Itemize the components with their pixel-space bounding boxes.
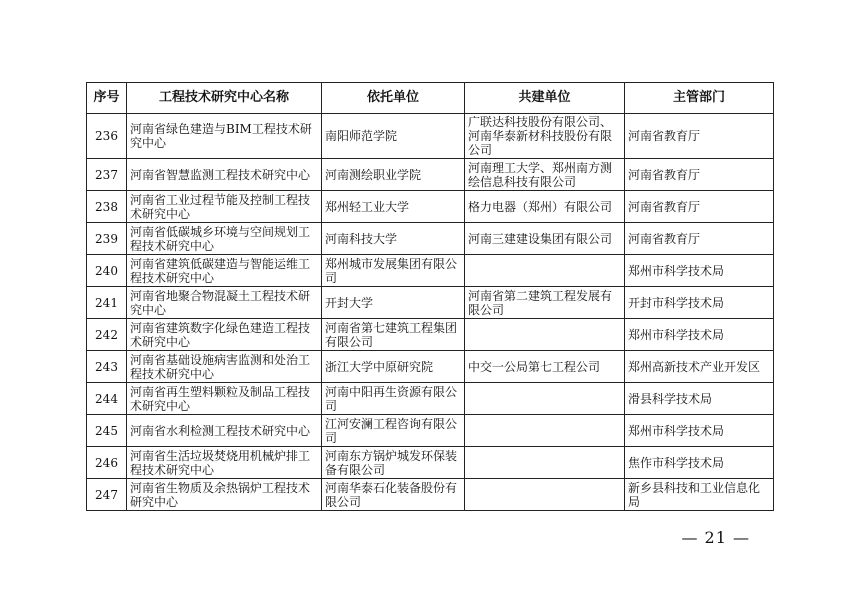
cell-center-name: 河南省智慧监测工程技术研究中心 (127, 159, 322, 191)
cell-center-name: 河南省生物质及余热锅炉工程技术研究中心 (127, 479, 322, 511)
cell-supervising-dept: 郑州高新技术产业开发区 (625, 351, 774, 383)
cell-supervising-dept: 郑州市科学技术局 (625, 415, 774, 447)
cell-supervising-dept: 郑州市科学技术局 (625, 319, 774, 351)
cell-center-name: 河南省绿色建造与BIM工程技术研究中心 (127, 114, 322, 159)
table-row (87, 159, 774, 191)
cell-serial-number: 239 (87, 223, 127, 255)
cell-host-unit: 浙江大学中原研究院 (322, 351, 465, 383)
table-header-row (87, 83, 774, 114)
table-row (87, 191, 774, 223)
cell-host-unit: 河南东方锅炉城发环保装备有限公司 (322, 447, 465, 479)
cell-partner-unit: 河南省第二建筑工程发展有限公司 (465, 287, 625, 319)
cell-serial-number: 242 (87, 319, 127, 351)
header-host-unit: 依托单位 (322, 83, 465, 114)
research-center-table (86, 82, 774, 511)
cell-serial-number: 241 (87, 287, 127, 319)
table-row (87, 351, 774, 383)
cell-host-unit: 开封大学 (322, 287, 465, 319)
cell-supervising-dept: 河南省教育厅 (625, 159, 774, 191)
header-supervising-dept: 主管部门 (625, 83, 774, 114)
table-row (87, 415, 774, 447)
table-row (87, 287, 774, 319)
header-center-name: 工程技术研究中心名称 (127, 83, 322, 114)
cell-center-name: 河南省建筑低碳建造与智能运维工程技术研究中心 (127, 255, 322, 287)
cell-partner-unit (465, 383, 625, 415)
cell-host-unit: 郑州城市发展集团有限公司 (322, 255, 465, 287)
cell-supervising-dept: 焦作市科学技术局 (625, 447, 774, 479)
cell-partner-unit: 广联达科技股份有限公司、河南华泰新材科技股份有限公司 (465, 114, 625, 159)
cell-partner-unit: 格力电器（郑州）有限公司 (465, 191, 625, 223)
header-partner-unit: 共建单位 (465, 83, 625, 114)
table-row (87, 479, 774, 511)
cell-serial-number: 238 (87, 191, 127, 223)
cell-host-unit: 河南华泰石化装备股份有限公司 (322, 479, 465, 511)
cell-partner-unit: 河南三建建设集团有限公司 (465, 223, 625, 255)
cell-supervising-dept: 河南省教育厅 (625, 191, 774, 223)
table-row (87, 319, 774, 351)
table-row (87, 255, 774, 287)
cell-supervising-dept: 滑县科学技术局 (625, 383, 774, 415)
cell-host-unit: 南阳师范学院 (322, 114, 465, 159)
cell-host-unit: 河南测绘职业学院 (322, 159, 465, 191)
header-serial-number: 序号 (87, 83, 127, 114)
cell-host-unit: 河南科技大学 (322, 223, 465, 255)
cell-serial-number: 245 (87, 415, 127, 447)
cell-center-name: 河南省地聚合物混凝土工程技术研究中心 (127, 287, 322, 319)
cell-partner-unit: 中交一公局第七工程公司 (465, 351, 625, 383)
cell-center-name: 河南省低碳城乡环境与空间规划工程技术研究中心 (127, 223, 322, 255)
cell-partner-unit (465, 447, 625, 479)
cell-supervising-dept: 新乡县科技和工业信息化局 (625, 479, 774, 511)
table-row (87, 447, 774, 479)
table-row (87, 223, 774, 255)
page-number: — 21 — (681, 528, 750, 547)
cell-serial-number: 240 (87, 255, 127, 287)
cell-center-name: 河南省建筑数字化绿色建造工程技术研究中心 (127, 319, 322, 351)
cell-serial-number: 243 (87, 351, 127, 383)
table-row (87, 114, 774, 159)
cell-partner-unit (465, 255, 625, 287)
cell-partner-unit: 河南理工大学、郑州南方测绘信息科技有限公司 (465, 159, 625, 191)
cell-host-unit: 河南省第七建筑工程集团有限公司 (322, 319, 465, 351)
cell-serial-number: 246 (87, 447, 127, 479)
cell-partner-unit (465, 415, 625, 447)
cell-serial-number: 247 (87, 479, 127, 511)
cell-host-unit: 郑州轻工业大学 (322, 191, 465, 223)
cell-serial-number: 244 (87, 383, 127, 415)
cell-center-name: 河南省再生塑料颗粒及制品工程技术研究中心 (127, 383, 322, 415)
cell-host-unit: 河南中阳再生资源有限公司 (322, 383, 465, 415)
cell-center-name: 河南省工业过程节能及控制工程技术研究中心 (127, 191, 322, 223)
cell-serial-number: 237 (87, 159, 127, 191)
cell-center-name: 河南省生活垃圾焚烧用机械炉排工程技术研究中心 (127, 447, 322, 479)
cell-partner-unit (465, 479, 625, 511)
cell-supervising-dept: 河南省教育厅 (625, 223, 774, 255)
cell-center-name: 河南省基础设施病害监测和处治工程技术研究中心 (127, 351, 322, 383)
cell-serial-number: 236 (87, 114, 127, 159)
cell-center-name: 河南省水利检测工程技术研究中心 (127, 415, 322, 447)
cell-supervising-dept: 开封市科学技术局 (625, 287, 774, 319)
cell-partner-unit (465, 319, 625, 351)
table-row (87, 383, 774, 415)
cell-supervising-dept: 郑州市科学技术局 (625, 255, 774, 287)
cell-host-unit: 江河安澜工程咨询有限公司 (322, 415, 465, 447)
cell-supervising-dept: 河南省教育厅 (625, 114, 774, 159)
